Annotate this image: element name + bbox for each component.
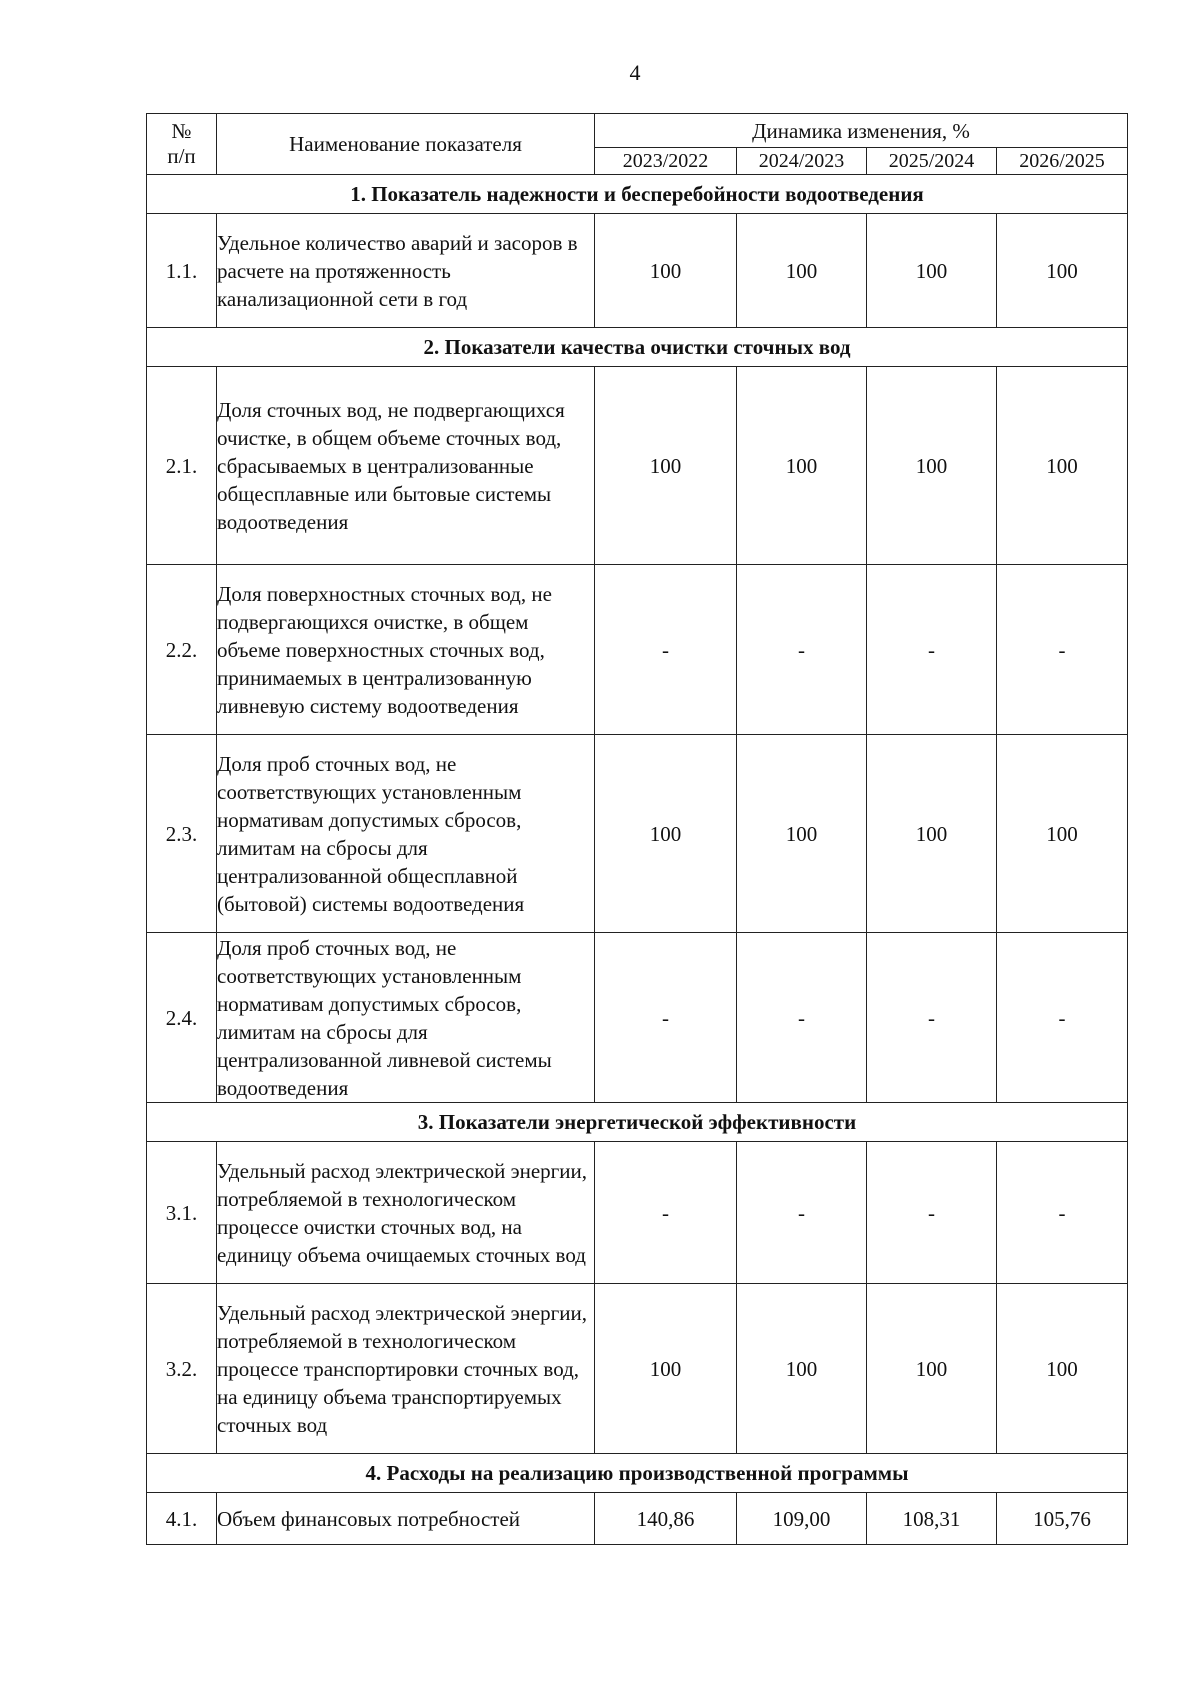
row-value-2: - [737, 1142, 867, 1284]
header-num-label: п/п [167, 144, 196, 168]
row-value-3: 100 [867, 214, 997, 328]
header-dynamics-cell: Динамика изменения, % [595, 114, 1128, 148]
row-value-2: 100 [737, 214, 867, 328]
row-value-1: 100 [595, 735, 737, 933]
section-title: 1. Показатель надежности и бесперебойности водоотведения [147, 175, 1128, 214]
table-row [147, 214, 1128, 328]
section-row [147, 175, 1128, 214]
row-value-4: 100 [997, 735, 1128, 933]
row-value-4: 100 [997, 1284, 1128, 1454]
row-value-2: - [737, 933, 867, 1103]
indicators-table [146, 113, 1128, 1545]
table-header-row [147, 114, 1128, 148]
table-row [147, 1493, 1128, 1545]
row-value-1: - [595, 1142, 737, 1284]
row-value-1: 140,86 [595, 1493, 737, 1545]
section-title: 2. Показатели качества очистки сточных вод [147, 328, 1128, 367]
row-name: Удельный расход электрической энергии, потребляемой в технологическом процессе транспортировки сточных вод, на единицу объема транспортируемых сточных вод [217, 1284, 595, 1454]
header-num-symbol: № [171, 119, 192, 143]
row-num: 3.1. [147, 1142, 217, 1284]
row-value-4: 105,76 [997, 1493, 1128, 1545]
section-row [147, 328, 1128, 367]
header-year-1: 2023/2022 [595, 148, 737, 175]
row-name: Удельный расход электрической энергии, потребляемой в технологическом процессе очистки сточных вод, на единицу объема очищаемых сточных вод [217, 1142, 595, 1284]
row-value-2: 109,00 [737, 1493, 867, 1545]
row-num: 1.1. [147, 214, 217, 328]
header-name-cell: Наименование показателя [217, 114, 595, 175]
row-value-4: - [997, 1142, 1128, 1284]
row-name: Доля проб сточных вод, не соответствующих установленным нормативам допустимых сбросов, лимитам на сбросы для централизованной общесплавной (бытовой) системы водоотведения [217, 735, 595, 933]
header-year-2: 2024/2023 [737, 148, 867, 175]
row-name: Удельное количество аварий и засоров в расчете на протяженность канализационной сети в год [217, 214, 595, 328]
row-value-3: 108,31 [867, 1493, 997, 1545]
row-value-2: 100 [737, 1284, 867, 1454]
row-value-1: 100 [595, 1284, 737, 1454]
row-num: 2.3. [147, 735, 217, 933]
section-row [147, 1454, 1128, 1493]
row-name: Доля проб сточных вод, не соответствующих установленным нормативам допустимых сбросов, лимитам на сбросы для централизованной ливневой системы водоотведения [217, 933, 595, 1103]
row-value-2: 100 [737, 367, 867, 565]
row-value-1: 100 [595, 367, 737, 565]
header-year-3: 2025/2024 [867, 148, 997, 175]
row-name: Доля поверхностных сточных вод, не подвергающихся очистке, в общем объеме поверхностных сточных вод, принимаемых в централизованную ливневую систему водоотведения [217, 565, 595, 735]
table-row [147, 1284, 1128, 1454]
row-num: 3.2. [147, 1284, 217, 1454]
table-row [147, 367, 1128, 565]
row-value-2: - [737, 565, 867, 735]
row-value-3: 100 [867, 1284, 997, 1454]
section-row [147, 1103, 1128, 1142]
page-number: 4 [629, 60, 641, 85]
row-value-3: - [867, 1142, 997, 1284]
row-num: 2.2. [147, 565, 217, 735]
row-value-3: 100 [867, 735, 997, 933]
table-row [147, 1142, 1128, 1284]
row-value-1: - [595, 565, 737, 735]
table-row [147, 735, 1128, 933]
row-value-4: - [997, 565, 1128, 735]
row-value-3: - [867, 565, 997, 735]
row-value-4: 100 [997, 367, 1128, 565]
row-value-2: 100 [737, 735, 867, 933]
row-value-1: - [595, 933, 737, 1103]
row-value-4: - [997, 933, 1128, 1103]
section-title: 3. Показатели энергетической эффективности [147, 1103, 1128, 1142]
row-value-3: - [867, 933, 997, 1103]
header-year-4: 2026/2025 [997, 148, 1128, 175]
row-num: 4.1. [147, 1493, 217, 1545]
section-title: 4. Расходы на реализацию производственной программы [147, 1454, 1128, 1493]
header-num-cell [147, 114, 217, 175]
row-name: Объем финансовых потребностей [217, 1493, 595, 1545]
table-row [147, 565, 1128, 735]
row-value-1: 100 [595, 214, 737, 328]
row-value-3: 100 [867, 367, 997, 565]
row-num: 2.4. [147, 933, 217, 1103]
row-name: Доля сточных вод, не подвергающихся очистке, в общем объеме сточных вод, сбрасываемых в централизованные общесплавные или бытовые системы водоотведения [217, 367, 595, 565]
row-value-4: 100 [997, 214, 1128, 328]
table-row [147, 933, 1128, 1103]
row-num: 2.1. [147, 367, 217, 565]
